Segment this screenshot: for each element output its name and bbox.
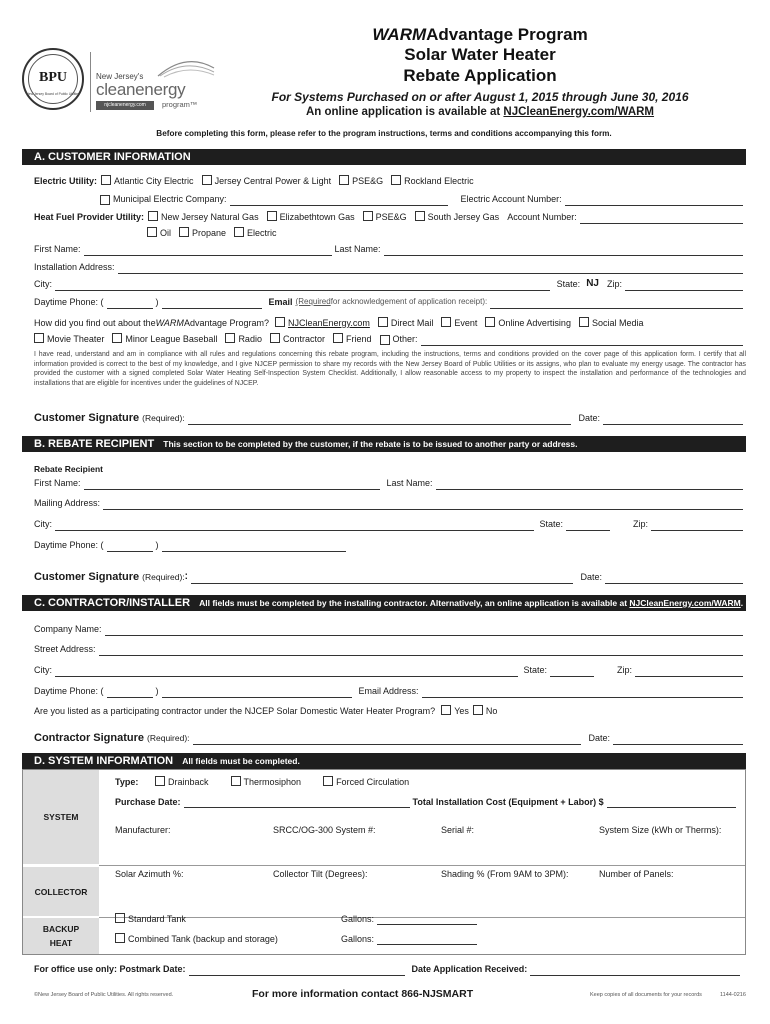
customer-signature-row: Customer Signature (Required): Date: [34, 409, 746, 425]
tilt-label: Collector Tilt (Degrees): [273, 869, 368, 879]
fuel-electric-checkbox[interactable] [234, 227, 244, 237]
recipient-city-field[interactable] [55, 521, 534, 531]
shading-label: Shading % (From 9AM to 3PM): [441, 869, 569, 879]
contractor-phone-row: Daytime Phone: ( ) Email Address: [34, 684, 746, 698]
source-website-checkbox[interactable] [275, 317, 285, 327]
recipient-phone-row: Daytime Phone: ( ) [34, 538, 746, 552]
contact: For more information contact 866-NJSMART [252, 988, 474, 1000]
azimuth-label: Solar Azimuth %: [115, 869, 184, 879]
contractor-phone-field[interactable] [162, 688, 352, 698]
page-title-line3: Rebate Application [403, 66, 557, 85]
recipient-state-field[interactable] [566, 521, 610, 531]
source-friend-checkbox[interactable] [333, 333, 343, 343]
combined-tank-row: Combined Tank (backup and storage) [115, 933, 278, 945]
recipient-phone-area-field[interactable] [107, 542, 153, 552]
srcc-label: SRCC/OG-300 System #: [273, 825, 376, 835]
standard-tank-row: Standard Tank [115, 913, 186, 925]
participating-yes-checkbox[interactable] [441, 705, 451, 715]
source-other-field[interactable] [421, 336, 743, 346]
city-row: City: State: NJ Zip: [34, 277, 746, 291]
recipient-first-name-field[interactable] [84, 480, 380, 490]
standard-tank-checkbox[interactable] [115, 913, 125, 923]
company-name-field[interactable] [105, 626, 743, 636]
recipient-zip-field[interactable] [651, 521, 743, 531]
copyright: ©New Jersey Board of Public Utilities. All rights reserved. [34, 992, 174, 998]
utility-ace-checkbox[interactable] [101, 175, 111, 185]
purchase-date-field[interactable] [184, 798, 410, 808]
recipient-signature-field[interactable] [191, 574, 573, 584]
certification-text: I have read, understand and am in compliance with all rules and regulations concerning this rebate program, including the instructions, terms and conditions provided on the cover page of this application form. I certify that all information provided is correct to the best of my knowledge, and I give NJCEP permission to share my records with the New Jersey Board of Public Utilities or its assigns, who plan to evaluate my energy usage. The contractor has provided the customer with a signed completed Solar Water Heating Self-Inspection System Checklist. Additionally, I allow reasonable access to my property to inspect the installation and performance of the technologies and installations that are eligible for incentives under the guidelines of NJCEP. [34, 351, 746, 387]
fuel-pseg-checkbox[interactable] [363, 211, 373, 221]
email-field[interactable] [490, 299, 743, 309]
recipient-mailing-field[interactable] [103, 500, 743, 510]
municipal-checkbox[interactable] [100, 195, 110, 205]
combined-tank-checkbox[interactable] [115, 933, 125, 943]
horizon-icon [156, 56, 216, 78]
keep-copies: Keep copies of all documents for your records [590, 992, 702, 998]
company-row: Company Name: [34, 622, 746, 636]
serial-label: Serial #: [441, 825, 475, 835]
utility-pseg-checkbox[interactable] [339, 175, 349, 185]
recipient-signature-date[interactable] [605, 574, 743, 584]
recipient-signature-row: Customer Signature (Required): : Date: [34, 568, 746, 584]
subtitle: For Systems Purchased on or after August 1, 2015 through June 30, 2016 [271, 90, 689, 104]
source-movie-checkbox[interactable] [34, 333, 44, 343]
combined-gallons-row: Gallons: [341, 933, 480, 945]
customer-signature-date[interactable] [603, 415, 743, 425]
participating-no-checkbox[interactable] [473, 705, 483, 715]
source-other-checkbox[interactable] [380, 335, 390, 345]
first-name-field[interactable] [84, 246, 332, 256]
source-mail-checkbox[interactable] [378, 317, 388, 327]
type-forced-checkbox[interactable] [323, 776, 333, 786]
bpu-logo-ring-text: New Jersey Board of Public Utilities [26, 92, 80, 96]
divider [90, 52, 91, 112]
zip-field[interactable] [625, 281, 743, 291]
fuel-sjg-checkbox[interactable] [415, 211, 425, 221]
municipal-row: Municipal Electric Company: Electric Account Number: [100, 192, 746, 206]
page-title-line1: WARMAdvantage Program [372, 25, 588, 44]
fuel-njng-checkbox[interactable] [148, 211, 158, 221]
phone-field[interactable] [162, 299, 262, 309]
installation-address-field[interactable] [118, 264, 743, 274]
recipient-mailing-row: Mailing Address: [34, 496, 746, 510]
municipal-field[interactable] [230, 196, 448, 206]
contractor-phone-area-field[interactable] [107, 688, 153, 698]
heat-fuel-row-2: Oil Propane Electric [147, 226, 746, 240]
bpu-logo [22, 48, 84, 110]
system-label: SYSTEM [23, 770, 99, 864]
combined-gallons-field[interactable] [377, 935, 477, 945]
utility-jcpl-checkbox[interactable] [202, 175, 212, 185]
type-drainback-checkbox[interactable] [155, 776, 165, 786]
cleanenergy-logo [96, 56, 216, 112]
recipient-last-name-field[interactable] [436, 480, 743, 490]
contractor-state-field[interactable] [550, 667, 594, 677]
contractor-email-field[interactable] [422, 688, 743, 698]
fuel-etown-checkbox[interactable] [267, 211, 277, 221]
section-c-header: C. CONTRACTOR/INSTALLER All fields must be completed by the installing contractor. Alternatively, an online application is available at NJCleanEnergy.com/WARM. [22, 595, 746, 611]
type-row: Type: Drainback Thermosiphon Forced Circulation [115, 777, 410, 787]
online-application: An online application is available at NJCleanEnergy.com/WARM [305, 106, 655, 118]
contractor-signature-row: Contractor Signature (Required): Date: [34, 729, 746, 745]
instruction: Before completing this form, please refer to the program instructions, terms and conditions accompanying this form. [156, 129, 612, 138]
section-d-header: D. SYSTEM INFORMATION All fields must be completed. [22, 753, 746, 769]
howfind-row: How did you find out about the WARM Advantage Program? NJCleanEnergy.com Direct Mail Event Online Advertising Social Media [34, 318, 644, 328]
phone-area-field[interactable] [107, 299, 153, 309]
contractor-signature-date[interactable] [613, 735, 743, 745]
contractor-zip-field[interactable] [635, 667, 743, 677]
standard-gallons-field[interactable] [377, 915, 477, 925]
source-online-ad-checkbox[interactable] [485, 317, 495, 327]
date-received-field[interactable] [530, 966, 740, 976]
logo-url: njcleanenergy.com [96, 101, 154, 110]
participating-row: Are you listed as a participating contractor under the NJCEP Solar Domestic Water Heater Program? Yes No [34, 706, 498, 716]
recipient-label-row: Rebate Recipient [34, 464, 103, 474]
postmark-date-field[interactable] [189, 966, 405, 976]
total-cost-field[interactable] [607, 798, 736, 808]
heat-fuel-row: Heat Fuel Provider Utility: New Jersey Natural Gas Elizabethtown Gas PSE&G South Jersey Gas Account Number: [34, 210, 746, 224]
standard-gallons-row: Gallons: [341, 913, 480, 925]
gas-account-field[interactable] [580, 214, 743, 224]
logo-program: program™ [162, 100, 198, 109]
collector-label: COLLECTOR [23, 866, 99, 916]
howfind-row-2: Movie Theater Minor League Baseball Radio Contractor Friend Other: [34, 332, 746, 346]
electric-utility-row: Electric Utility: Atlantic City Electric Jersey Central Power & Light PSE&G Rockland Electric [34, 176, 474, 186]
phone-email-row: Daytime Phone: ( ) Email (Required for acknowledgement of application receipt): [34, 295, 746, 309]
type-thermosiphon-checkbox[interactable] [231, 776, 241, 786]
street-row: Street Address: [34, 642, 746, 656]
name-row: First Name: Last Name: [34, 242, 746, 256]
purchase-row: Purchase Date: Total Installation Cost (Equipment + Labor) $ [115, 796, 739, 808]
system-table [22, 769, 746, 955]
contractor-street-field[interactable] [99, 646, 743, 656]
city-field[interactable] [55, 281, 550, 291]
customer-signature-field[interactable] [188, 415, 572, 425]
address-row: Installation Address: [34, 260, 746, 274]
recipient-name-row: First Name: Last Name: [34, 476, 746, 490]
source-baseball-checkbox[interactable] [112, 333, 122, 343]
logo-nj: New Jersey's [96, 72, 144, 81]
contractor-signature-field[interactable] [193, 735, 582, 745]
source-radio-checkbox[interactable] [225, 333, 235, 343]
electric-account-field[interactable] [565, 196, 743, 206]
section-a-header: A. CUSTOMER INFORMATION [22, 149, 746, 165]
manufacturer-label: Manufacturer: [115, 825, 171, 835]
recipient-phone-field[interactable] [162, 542, 346, 552]
office-use-row: For office use only: Postmark Date: Date Application Received: [34, 962, 746, 976]
utility-rockland-checkbox[interactable] [391, 175, 401, 185]
bpu-logo-text: BPU [39, 70, 67, 85]
system-size-label: System Size (kWh or Therms): [599, 825, 722, 835]
source-contractor-checkbox[interactable] [270, 333, 280, 343]
source-social-checkbox[interactable] [579, 317, 589, 327]
recipient-city-row: City: State: Zip: [34, 517, 746, 531]
fuel-propane-checkbox[interactable] [179, 227, 189, 237]
contractor-city-field[interactable] [55, 667, 518, 677]
section-b-header: B. REBATE RECIPIENT This section to be completed by the customer, if the rebate is to be issued to another party or address. [22, 436, 746, 452]
form-code: 1144-0216 [720, 992, 746, 998]
last-name-field[interactable] [384, 246, 743, 256]
state-value: NJ [586, 278, 599, 289]
online-link[interactable]: NJCleanEnergy.com/WARM [503, 106, 655, 118]
source-event-checkbox[interactable] [441, 317, 451, 327]
logo-clean: cleanenergy [96, 80, 186, 99]
panels-label: Number of Panels: [599, 869, 674, 879]
backup-heat-label: BACKUP HEAT [23, 918, 99, 954]
section-c-link[interactable]: NJCleanEnergy.com/WARM [629, 598, 741, 608]
page-title-line2: Solar Water Heater [404, 45, 556, 64]
fuel-oil-checkbox[interactable] [147, 227, 157, 237]
contractor-city-row: City: State: Zip: [34, 663, 746, 677]
